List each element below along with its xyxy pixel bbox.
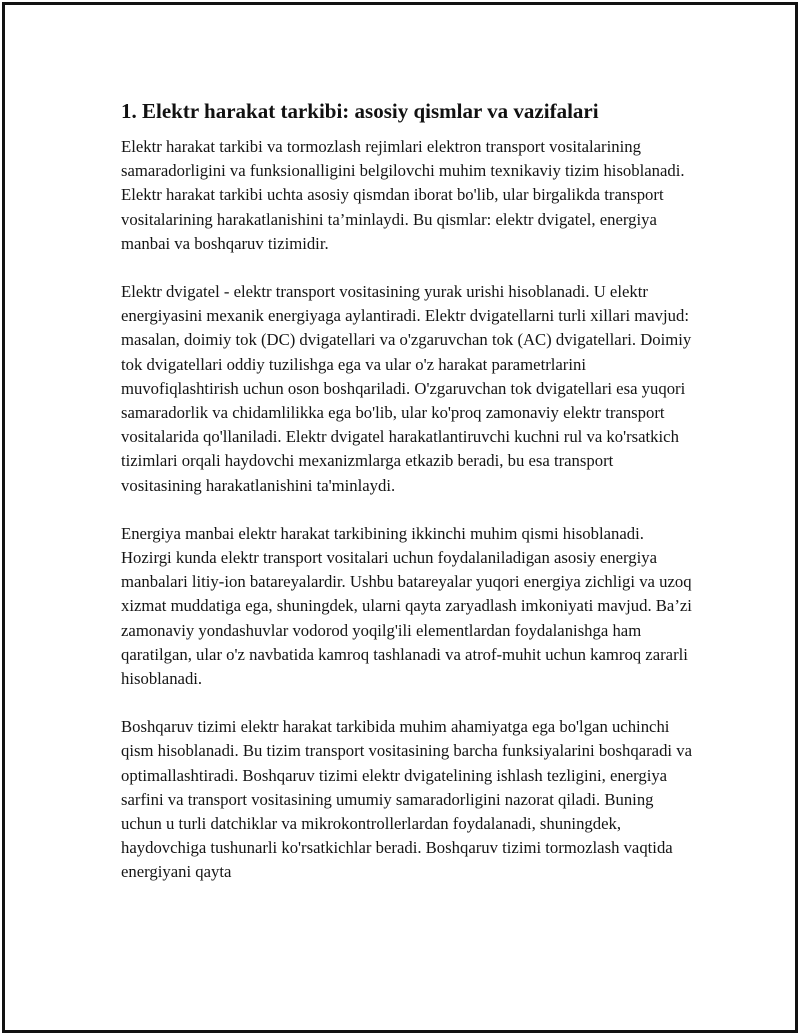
paragraph-control-system: Boshqaruv tizimi elektr harakat tarkibida muhim ahamiyatga ega bo'lgan uchinchi qism hisoblanadi. Bu tizim transport vositasining barcha funksiyalarini boshqaradi va optimallashtiradi. Boshqaruv tizimi elektr dvigatelining ishlash tezligini, energiya sarfini va transport vositasining umumiy samaradorligini nazorat qiladi. Buning uchun u turli datchiklar va mikrokontrollerlardan foydalanadi, shuningdek, haydovchiga tushunarli ko'rsatkichlar beradi. Boshqaruv tizimi tormozlash vaqtida energiyani qayta	[121, 717, 692, 882]
paragraph-energy-source: Energiya manbai elektr harakat tarkibining ikkinchi muhim qismi hisoblanadi. Hozirgi kunda elektr transport vositalari uchun foydalaniladigan asosiy energiya manbalari litiy-ion batareyalardir. Ushbu batareyalar yuqori energiya zichligi va uzoq xizmat muddatiga ega, shuningdek, ularni qayta zaryadlash imkoniyati mavjud. Ba’zi zamonaviy yondashuvlar vodorod yoqilg'ili elementlardan foydalanishga ham qaratilgan, ular o'z navbatida kamroq tashlanadi va atrof-muhit uchun kamroq zararli hisoblanadi.	[121, 523, 692, 689]
paragraph-electric-motor: Elektr dvigatel - elektr transport vositasining yurak urishi hisoblanadi. U elektr energiyasini mexanik energiyaga aylantiradi. Elektr dvigatellarni turli xillari mavjud: masalan, doimiy tok (DC) dvigatellari va o'zgaruvchan tok (AC) dvigatellari. Doimiy tok dvigatellari oddiy tuzilishga ega va ular o'z harakat parametrlarini muvofiqlashtirish uchun oson boshqariladi. O'zgaruvchan tok dvigatellari esa yuqori samaradorlik va chidamlilikka ega bo'lib, ular ko'proq zamonaviy elektr transport vositalarida qo'llaniladi. Elektr dvigatel harakatlantiruvchi kuchni rul va ko'rsatkich tizimlari orqali haydovchi mexanizmlarga etkazib beradi, bu esa transport vositasining harakatlanishini ta'minlaydi.	[121, 282, 692, 495]
document-body	[121, 97, 696, 909]
page-frame	[2, 2, 798, 1033]
paragraph-intro: Elektr harakat tarkibi va tormozlash rejimlari elektron transport vositalarining samaradorligini va funksionalligini belgilovchi muhim texnikaviy tizim hisoblanadi. Elektr harakat tarkibi uchta asosiy qismdan iborat bo'lib, ular birgalikda transport vositalarining harakatlanishini ta’minlaydi. Bu qismlar: elektr dvigatel, energiya manbai va boshqaruv tizimidir.	[121, 137, 685, 253]
section-heading: 1. Elektr harakat tarkibi: asosiy qismlar va vazifalari	[121, 99, 599, 123]
